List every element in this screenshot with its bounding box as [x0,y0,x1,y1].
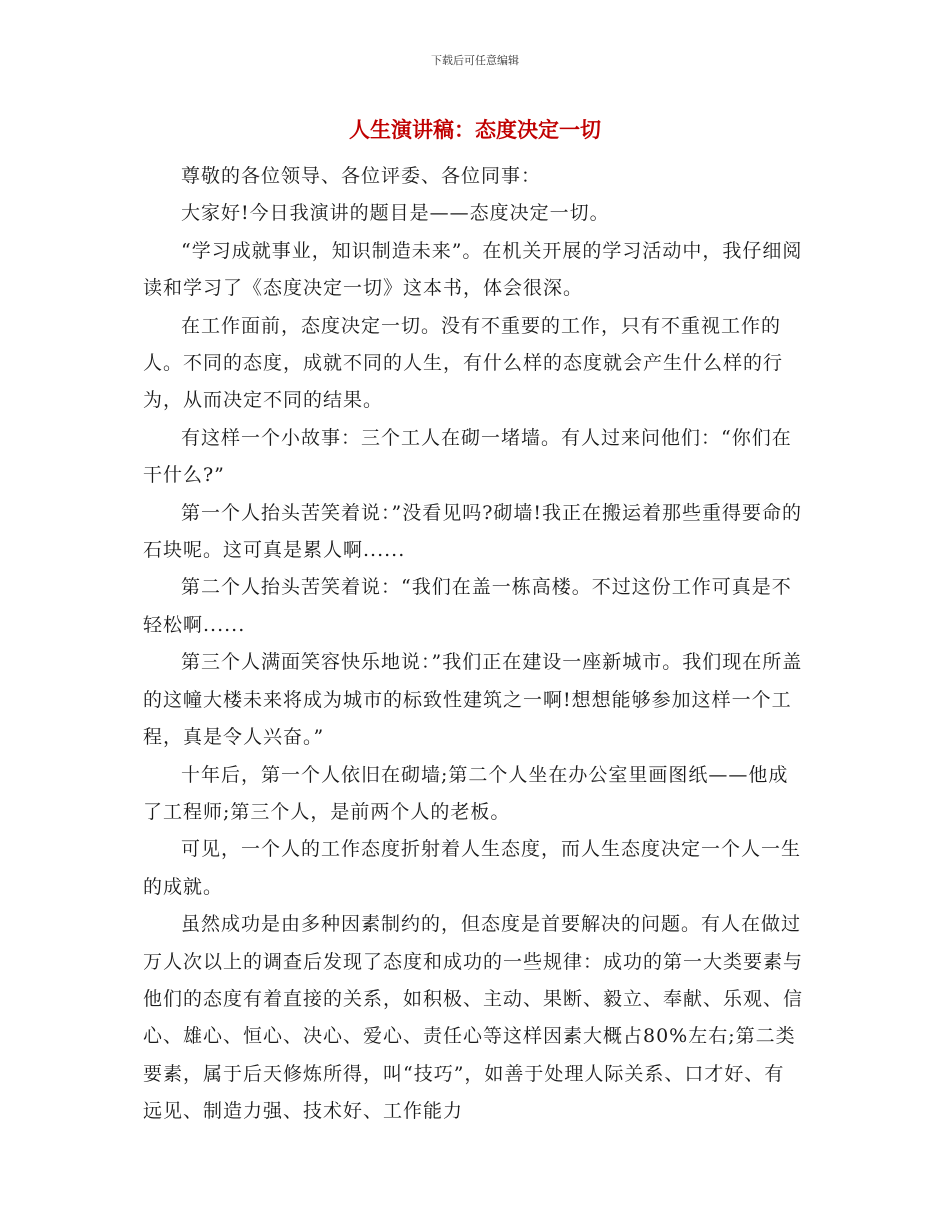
document-body [143,158,803,1131]
document-title: 人生演讲稿：态度决定一切 [349,118,601,142]
page-header: 下载后可任意编辑 [431,54,519,67]
paragraph: 尊敬的各位领导、各位评委、各位同事： [181,165,542,187]
paragraph: 第三个人满面笑容快乐地说：”我们正在建设一座新城市。我们现在所盖的这幢大楼未来将成为城市的标致性建筑之一啊!想想能够参加这样一个工程，真是令人兴奋。” [143,651,803,749]
paragraph: 可见，一个人的工作态度折射着人生态度，而人生态度决定一个人一生的成就。 [143,838,802,898]
paragraph: “学习成就事业，知识制造未来”。在机关开展的学习活动中，我仔细阅读和学习了《态度决定一切》这本书，体会很深。 [143,239,803,300]
paragraph: 有这样一个小故事：三个工人在砌一堵墙。有人过来问他们：“你们在干什么?” [143,426,792,487]
paragraph: 十年后，第一个人依旧在砌墙;第二个人坐在办公室里画图纸——他成了工程师;第三个人，是前两个人的老板。 [143,763,789,823]
paragraph: 虽然成功是由多种因素制约的，但态度是首要解决的问题。有人在做过万人次以上的调查后发现了态度和成功的一些规律：成功的第一大类要素与他们的态度有着直接的关系，如积极、主动、果断、毅立、奉献、乐观、信心、雄心、恒心、决心、爱心、责任心等这样因素大概占80%左右;第二类要素，属于后天修炼所得，叫“技巧”，如善于处理人际关系、口才好、有远见、制造力强、技术好、工作能力 [143,913,804,1123]
paragraph: 大家好!今日我演讲的题目是——态度决定一切。 [181,202,610,225]
paragraph: 第一个人抬头苦笑着说：”没看见吗?砌墙!我正在搬运着那些重得要命的石块呢。这可真是累人啊...... [143,501,803,562]
paragraph: 在工作面前，态度决定一切。没有不重要的工作，只有不重视工作的人。不同的态度，成就不同的人生，有什么样的态度就会产生什么样的行为，从而决定不同的结果。 [143,314,784,412]
paragraph: 第二个人抬头苦笑着说：“我们在盖一栋高楼。不过这份工作可真是不轻松啊...... [143,576,792,636]
